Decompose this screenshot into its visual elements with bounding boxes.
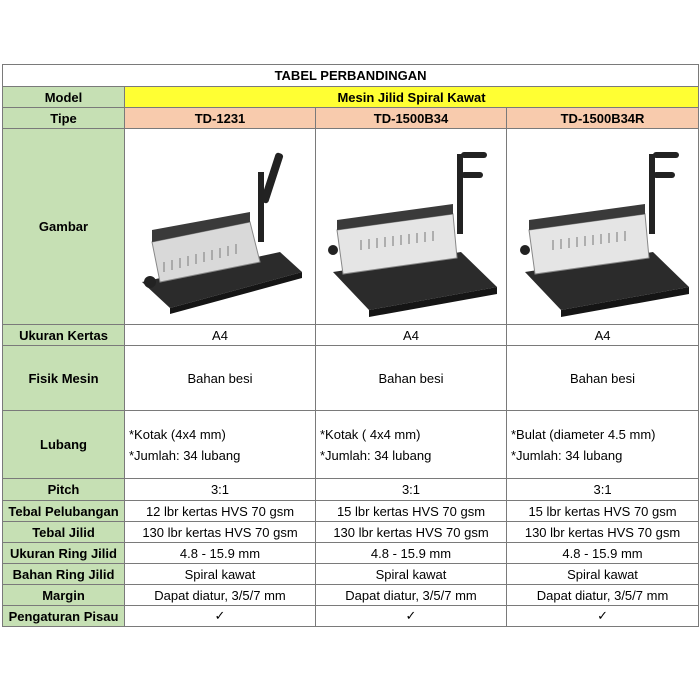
check-icon: ✓	[316, 606, 507, 627]
label-tebal-pelubangan: Tebal Pelubangan	[3, 501, 125, 522]
ukuran-kertas-3: A4	[507, 325, 699, 346]
bahan-ring-1: Spiral kawat	[125, 564, 316, 585]
image-cell-2	[316, 129, 507, 325]
label-tebal-jilid: Tebal Jilid	[3, 522, 125, 543]
binding-machine-icon	[130, 132, 310, 322]
fisik-mesin-2: Bahan besi	[316, 346, 507, 411]
lubang-count-text: *Jumlah: 34 lubang	[511, 447, 623, 463]
image-cell-1	[125, 129, 316, 325]
binding-machine-icon	[513, 132, 693, 322]
tebal-pelubangan-1: 12 lbr kertas HVS 70 gsm	[125, 501, 316, 522]
lubang-shape-text: *Kotak (4x4 mm)	[129, 426, 226, 442]
tebal-jilid-1: 130 lbr kertas HVS 70 gsm	[125, 522, 316, 543]
binding-machine-icon	[321, 132, 501, 322]
label-bahan-ring: Bahan Ring Jilid	[3, 564, 125, 585]
ukuran-ring-3: 4.8 - 15.9 mm	[507, 543, 699, 564]
fisik-mesin-1: Bahan besi	[125, 346, 316, 411]
check-icon: ✓	[507, 606, 699, 627]
tebal-jilid-3: 130 lbr kertas HVS 70 gsm	[507, 522, 699, 543]
pitch-2: 3:1	[316, 479, 507, 501]
lubang-3	[507, 411, 699, 479]
table-title: TABEL PERBANDINGAN	[3, 65, 699, 87]
pitch-3: 3:1	[507, 479, 699, 501]
margin-3: Dapat diatur, 3/5/7 mm	[507, 585, 699, 606]
margin-1: Dapat diatur, 3/5/7 mm	[125, 585, 316, 606]
label-pengaturan-pisau: Pengaturan Pisau	[3, 606, 125, 627]
bahan-ring-2: Spiral kawat	[316, 564, 507, 585]
tebal-pelubangan-3: 15 lbr kertas HVS 70 gsm	[507, 501, 699, 522]
label-pitch: Pitch	[3, 479, 125, 501]
lubang-count-text: *Jumlah: 34 lubang	[320, 447, 432, 463]
label-model: Model	[3, 87, 125, 108]
tebal-jilid-2: 130 lbr kertas HVS 70 gsm	[316, 522, 507, 543]
comparison-table	[2, 64, 699, 627]
lubang-1	[125, 411, 316, 479]
label-tipe: Tipe	[3, 108, 125, 129]
tebal-pelubangan-2: 15 lbr kertas HVS 70 gsm	[316, 501, 507, 522]
label-ukuran-ring: Ukuran Ring Jilid	[3, 543, 125, 564]
lubang-2	[316, 411, 507, 479]
label-lubang: Lubang	[3, 411, 125, 479]
label-margin: Margin	[3, 585, 125, 606]
fisik-mesin-3: Bahan besi	[507, 346, 699, 411]
check-icon: ✓	[125, 606, 316, 627]
pitch-1: 3:1	[125, 479, 316, 501]
margin-2: Dapat diatur, 3/5/7 mm	[316, 585, 507, 606]
label-ukuran-kertas: Ukuran Kertas	[3, 325, 125, 346]
image-cell-3	[507, 129, 699, 325]
lubang-count-text: *Jumlah: 34 lubang	[129, 447, 241, 463]
ukuran-kertas-1: A4	[125, 325, 316, 346]
model-value: Mesin Jilid Spiral Kawat	[125, 87, 699, 108]
ukuran-ring-2: 4.8 - 15.9 mm	[316, 543, 507, 564]
ukuran-ring-1: 4.8 - 15.9 mm	[125, 543, 316, 564]
tipe-col-2: TD-1500B34	[316, 108, 507, 129]
lubang-shape-text: *Kotak ( 4x4 mm)	[320, 426, 421, 442]
ukuran-kertas-2: A4	[316, 325, 507, 346]
label-fisik-mesin: Fisik Mesin	[3, 346, 125, 411]
bahan-ring-3: Spiral kawat	[507, 564, 699, 585]
label-gambar: Gambar	[3, 129, 125, 325]
lubang-shape-text: *Bulat (diameter 4.5 mm)	[511, 426, 656, 442]
tipe-col-3: TD-1500B34R	[507, 108, 699, 129]
tipe-col-1: TD-1231	[125, 108, 316, 129]
